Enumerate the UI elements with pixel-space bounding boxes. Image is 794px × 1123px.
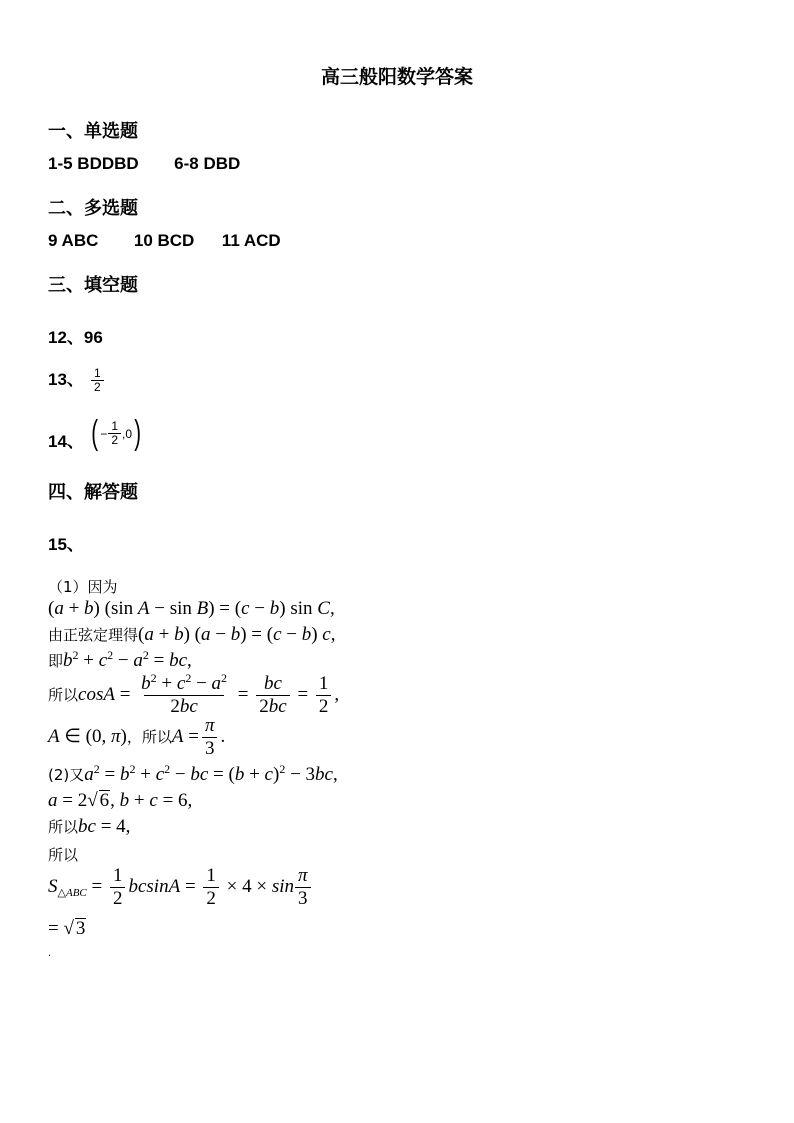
part2-prefix: (2)又 bbox=[48, 766, 85, 784]
equation-cos-a: 所以cosA = $\frac{b^2 + c^2 - a^2}{2bc}$ = $\frac{bc}{2bc}$ = $\frac{1}{2}$ , bbox=[48, 671, 340, 717]
simplified-prefix: 即 bbox=[48, 652, 64, 670]
answer-13-numerator: 1 bbox=[94, 365, 101, 380]
answer-13 bbox=[48, 365, 107, 395]
equation-simplified: 即$b^2 + c^2 - a^2$ = bc, bbox=[48, 648, 192, 671]
fraction-cos-full: $\frac{b^2 + c^2 - a^2}{2bc}$ bbox=[141, 671, 228, 717]
answer-14-label: 14、 bbox=[48, 432, 84, 451]
cos-prefix: 所以 bbox=[48, 686, 79, 705]
answer-14-minus: − bbox=[100, 426, 108, 441]
answer-14-numerator: 1 bbox=[111, 418, 119, 433]
fraction-bc-over-2bc: $\frac{bc}{2bc}$ bbox=[256, 674, 289, 718]
equation-a-value: A ∈ (0, π)，所以A = $\frac{\pi}{3}$ . bbox=[48, 715, 226, 759]
answers-1-5: 1-5 BDDBD bbox=[48, 154, 139, 173]
left-paren: ( bbox=[91, 414, 99, 452]
section-heading-fill-blank: 三、填空题 bbox=[48, 275, 138, 296]
bc-prefix: 所以 bbox=[48, 818, 79, 836]
equation-given-values: a = 2√ 6, b + c = 6, bbox=[48, 790, 193, 811]
answer-12: 12、96 bbox=[48, 328, 103, 347]
answer-13-label: 13、 bbox=[48, 370, 84, 389]
equation-area-result: = √ 3 bbox=[48, 918, 86, 939]
equation-area: $S_{\triangle ABC}$ = $\frac{1}{2}$ bcsinA = $\frac{1}{2}$ × 4 × sin $\frac{\pi}{3}$ bbox=[48, 866, 314, 910]
trailing-dot: . bbox=[48, 948, 52, 959]
equation-given: (a + b) (sin A − sin B) = (c − b) sin C, bbox=[48, 598, 335, 619]
answer-13-fraction bbox=[91, 367, 104, 395]
sine-law-prefix: 由正弦定理得 bbox=[48, 626, 139, 644]
so-text: 所以 bbox=[48, 846, 79, 864]
equation-sine-law: 由正弦定理得(a + b) (a − b) = (c − b) c, bbox=[48, 624, 336, 645]
answer-14-tail: ,0 bbox=[122, 426, 133, 441]
answer-9: 9 ABC bbox=[48, 231, 99, 250]
equation-bc-value: 所以bc = 4, bbox=[48, 816, 131, 837]
answer-11: 11 ACD bbox=[221, 231, 281, 250]
fraction-pi-over-3: $\frac{\pi}{3}$ bbox=[202, 716, 218, 760]
single-choice-answers bbox=[48, 154, 240, 174]
answer-10: 10 BCD bbox=[133, 231, 195, 250]
answer-14-denominator: 2 bbox=[108, 433, 121, 448]
section-heading-single-choice: 一、单选题 bbox=[48, 121, 138, 142]
answer-14-fraction bbox=[108, 420, 121, 448]
fraction-pi-over-3-b: $\frac{\pi}{3}$ bbox=[295, 866, 311, 910]
fraction-half-2: $\frac{1}{2}$ bbox=[203, 866, 219, 910]
fraction-one-half: $\frac{1}{2}$ bbox=[316, 674, 332, 718]
answer-14-interval bbox=[89, 414, 143, 453]
section-heading-multi-choice: 二、多选题 bbox=[48, 198, 138, 219]
answers-6-8: 6-8 DBD bbox=[174, 154, 241, 173]
a-value-mid: ，所以 bbox=[126, 728, 172, 747]
answer-13-denominator: 2 bbox=[91, 380, 104, 395]
multi-choice-answers bbox=[48, 231, 281, 251]
part1-intro: （1）因为 bbox=[48, 578, 118, 596]
equation-part2: (2)又$a^2 = b^2 + c^2$ − bc = $(b + c)^2 - 3bc$, bbox=[48, 762, 338, 785]
problem-15-label: 15、 bbox=[48, 535, 84, 554]
section-heading-solutions: 四、解答题 bbox=[48, 482, 138, 503]
fraction-half-1: $\frac{1}{2}$ bbox=[110, 866, 126, 910]
answer-14 bbox=[48, 414, 143, 453]
page-title: 高三般阳数学答案 bbox=[320, 66, 473, 88]
right-paren: ) bbox=[134, 414, 142, 452]
